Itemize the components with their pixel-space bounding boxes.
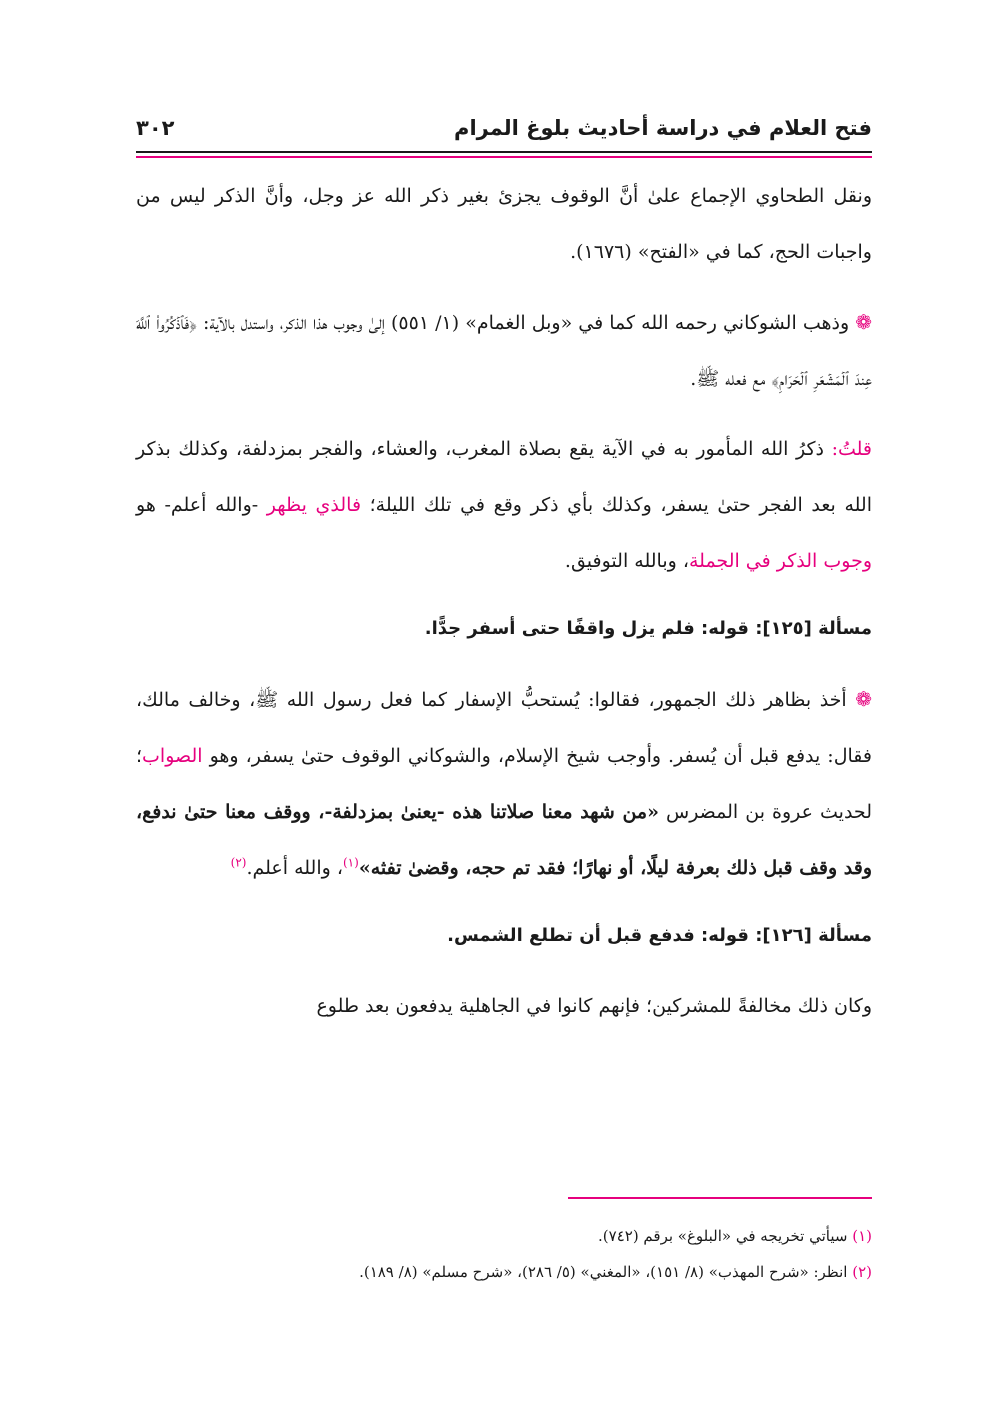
footnote-2: (٢) انظر: «شرح المهذب» (٨/ ١٥١)، «المغني» (٥/ ٢٨٦)، «شرح مسلم» (٨/ ١٨٩). xyxy=(359,1263,872,1281)
header-rule-black xyxy=(136,151,872,153)
footnote-separator xyxy=(568,1197,872,1199)
issue-heading-126: مسألة [١٢٦]: قوله: فدفع قبل أن تطلع الشمس. xyxy=(447,925,872,946)
flower-ornament-icon: ❁ xyxy=(855,687,873,711)
quran-verse: ﴿فَٱذۡكُرُواْ ٱللَّهَ عِندَ ٱلۡمَشۡعَرِ ٱلۡحَرَامِ﴾ xyxy=(136,312,872,390)
hadith-text: «من شهد معنا صلاتنا هذه -يعنىٰ بمزدلفة-، ووقف معنا حتىٰ ندفع، وقد وقف قبل ذلك بعرفة ليلًا، أو نهارًا؛ فقد تم حجه، وقضىٰ تفثه» xyxy=(136,801,872,879)
paragraph-4: ❁ أخذ بظاهر ذلك الجمهور، فقالوا: يُستحبُّ الإسفار كما فعل رسول الله ﷺ، وخالف مالك، فقال: يدفع قبل أن يُسفر. وأوجب شيخ الإسلام، والشوكاني الوقوف حتىٰ يسفر، وهو الصواب؛ لحديث عروة بن المضرس «من شهد معنا صلاتنا هذه -يعنىٰ بمزدلفة-، ووقف معنا حتىٰ ندفع، وقد وقف قبل ذلك بعرفة ليلًا، أو نهارًا؛ فقد تم حجه، وقضىٰ تفثه»$^{(١)}$، والله أعلم.$^{(٢)}$ xyxy=(136,687,873,879)
paragraph-5: وكان ذلك مخالفةً للمشركين؛ فإنهم كانوا في الجاهلية يدفعون بعد طلوع xyxy=(316,995,872,1017)
highlight-correct: الصواب xyxy=(142,745,203,767)
main-text xyxy=(136,168,872,1034)
paragraph-1: ونقل الطحاوي الإجماع علىٰ أنَّ الوقوف يجزئ بغير ذكر الله عز وجل، وأنَّ الذكر ليس من واجبات الحج، كما في «الفتح» (١٦٧٦). xyxy=(136,185,872,263)
book-title: فتح العلام في دراسة أحاديث بلوغ المرام xyxy=(454,116,872,140)
footnote-ref-1[interactable]: (١) xyxy=(342,855,359,870)
footnote-1: (١) سيأتي تخريجه في «البلوغ» برقم (٧٤٢). xyxy=(598,1227,872,1245)
qultu-label: قلتُ: xyxy=(831,438,872,460)
page-number: ٣٠٢ xyxy=(136,116,175,140)
page-header xyxy=(136,116,872,152)
footnote-ref-2[interactable]: (٢) xyxy=(230,855,247,870)
footnotes xyxy=(136,1218,872,1290)
paragraph-3: قلتُ: ذكرُ الله المأمور به في الآية يقع بصلاة المغرب، والعشاء، والفجر بمزدلفة، وكذلك بذكر الله بعد الفجر حتىٰ يسفر، وكذلك بأي ذكر وقع في تلك الليلة؛ فالذي يظهر -والله أعلم- هو وجوب الذكر في الجملة، وبالله التوفيق. xyxy=(136,438,872,572)
header-rule-pink xyxy=(136,156,872,158)
flower-ornament-icon: ❁ xyxy=(855,310,872,334)
highlight-conclusion: فالذي يظهر xyxy=(266,494,362,516)
highlight-ruling: وجوب الذكر في الجملة xyxy=(688,550,872,572)
issue-heading-125: مسألة [١٢٥]: قوله: فلم يزل واقفًا حتى أسفر جدًّا. xyxy=(424,618,872,639)
paragraph-2: ❁ وذهب الشوكاني رحمه الله كما في «وبل الغمام» (١/ ٥٥١) إلىٰ وجوب هذا الذكر، واستدل بالآية: ﴿فَٱذۡكُرُواْ ٱللَّهَ عِندَ ٱلۡمَشۡعَرِ ٱلۡحَرَامِ﴾ مع فعله ﷺ. xyxy=(136,310,872,390)
